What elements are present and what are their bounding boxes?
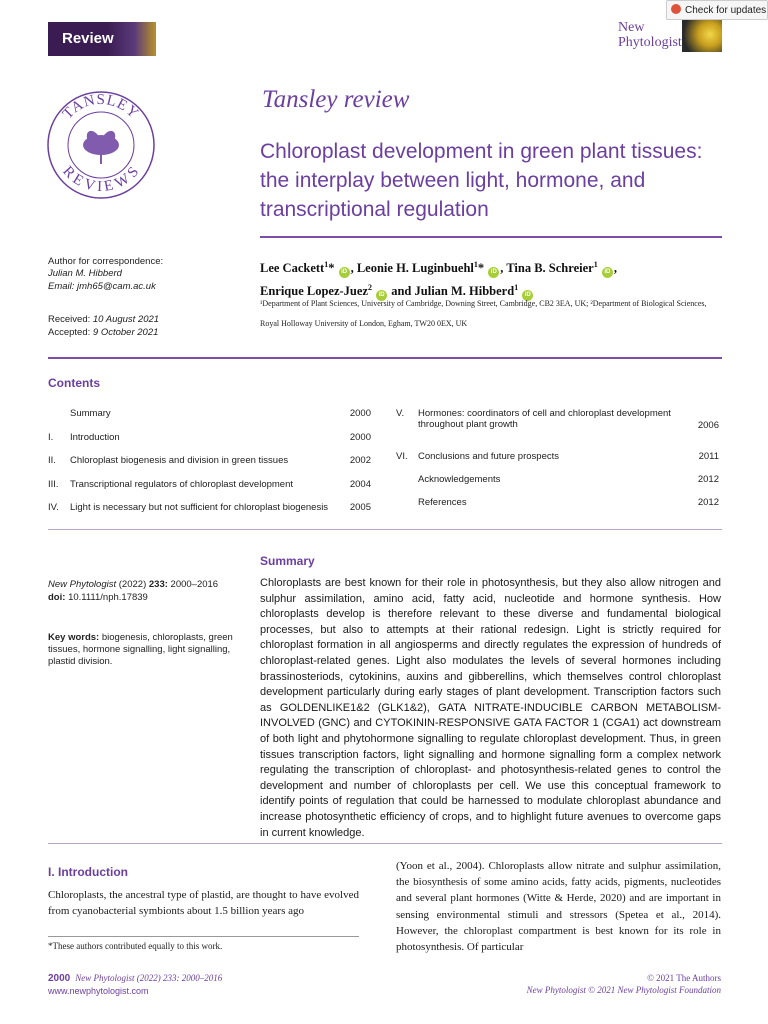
author-affiliation-mark: 2	[367, 283, 372, 293]
contents-heading: Contents	[48, 376, 100, 390]
introduction-heading: I. Introduction	[48, 865, 128, 879]
footer-right	[480, 972, 721, 996]
toc-item-label: Introduction	[70, 431, 120, 443]
author-affiliation-mark: 1	[514, 283, 519, 293]
received-date: Received: 10 August 2021	[48, 314, 160, 325]
footer-left	[48, 972, 222, 997]
author-affiliation-mark: 1	[593, 260, 598, 269]
journal-name-line1: New	[618, 20, 645, 35]
journal-name-line2: Phytologist	[618, 35, 682, 50]
toc-item-number: II.	[48, 455, 56, 467]
toc-item-label: Summary	[70, 408, 111, 419]
footer-copyright-authors: © 2021 The Authors	[647, 973, 721, 983]
keywords: Key words: biogenesis, chloroplasts, green tissues, hormone signalling, light signalling, plastid division.	[48, 632, 233, 667]
update-icon	[671, 4, 681, 14]
orcid-icon[interactable]: iD	[339, 267, 350, 278]
introduction-column-2: (Yoon et al., 2004). Chloroplasts allow nitrate and sulphur assimilation, the biosynthesis of some amino acids, fatty acids, pigments, nucleotides and several plant hormones (Witte & Herde, 2020) and are important in sensing environmental stimuli and stressors (Spetea et al., 2014). However, the chloroplast compartment is best known for its role in photosynthesis. Of particular	[396, 860, 721, 954]
toc-item-number: III.	[48, 478, 59, 490]
toc-item-page: 2005	[349, 502, 371, 514]
toc-item[interactable]	[48, 479, 371, 503]
correspondence-label: Author for correspondence:	[48, 256, 164, 267]
toc-item[interactable]	[396, 474, 719, 497]
summary-divider	[48, 843, 722, 844]
header-divider	[48, 357, 722, 359]
toc-item-label: References	[418, 496, 467, 508]
toc-item-label: Conclusions and future prospects	[418, 450, 559, 462]
footer-journal-ref: New Phytologist (2022) 233: 2000–2016	[75, 973, 223, 983]
author-name: Julian M. Hibberd	[414, 284, 515, 299]
article-title: Chloroplast development in green plant tissues: the interplay between light, hormone, and transcriptional regulation	[260, 140, 703, 221]
toc-item-page: 2000	[349, 408, 371, 419]
journal-logo	[612, 20, 722, 54]
author-separator: ,	[500, 261, 507, 276]
author-separator: and	[388, 284, 415, 299]
toc-item-label: Light is necessary but not sufficient for chloroplast biogenesis	[70, 502, 329, 514]
check-for-updates-button[interactable]	[666, 0, 768, 20]
author-name: Tina B. Schreier	[506, 261, 594, 276]
toc-item-page: 2011	[698, 450, 719, 462]
introduction-column-1: Chloroplasts, the ancestral type of plastid, are thought to have evolved from cyanobacterial symbionts about 1.5 billion years ago	[48, 889, 359, 917]
toc-item-page: 2002	[349, 455, 371, 467]
toc-item-label: Acknowledgements	[418, 473, 501, 485]
toc-item-number: IV.	[48, 502, 59, 514]
footer-copyright-foundation: New Phytologist © 2021 New Phytologist Foundation	[526, 985, 721, 995]
summary-text: Chloroplasts are best known for their role in photosynthesis, but they also allow nitrogen and sulphur assimilation, amino acid, fatty acid, nucleotide and hormone synthesis. How chloroplasts develop is therefore relevant to these diverse and fundamental biological processes, but also to attempts at their rational redesign. Light is strictly required for chloroplast formation in all angiosperms and directly regulates the expression of hundreds of chloroplast-related genes. Light also modulates the levels of several hormones including brassinosteriods, cytokinins, auxins and gibberellins, which themselves control chloroplast development particularly during early stages of plant development. Transcription factors such as GOLDENLIKE1&2 (GLK1&2), GATA NITRATE-INDUCIBLE CARBON METABOLISM-INVOLVED (GNC) and CYTOKININ-RESPONSIVE GATA FACTOR 1 (CGA1) act downstream of both light and phytohormone signalling to regulate chloroplast development. Thus, in green tissues transcription factors, light signalling and hormone signalling form a complex network regulating the transcription of chloroplast- and photosynthesis-related genes to control the development and number of chloroplasts per cell. We use this conceptual framework to identify points of regulation that could be harnessed to modulate chloroplast abundance and increase photosynthetic efficiency of crops, and to highlight future avenues to overcome gaps in current knowledge.	[260, 577, 721, 839]
orcid-icon[interactable]: iD	[376, 290, 387, 301]
equal-contribution-mark: *	[477, 261, 485, 276]
toc-item[interactable]	[48, 432, 371, 456]
toc-item-number: V.	[396, 408, 405, 419]
author-name: Enrique Lopez-Juez	[260, 284, 368, 299]
toc-item-label: Chloroplast biogenesis and division in green tissues	[70, 455, 289, 467]
orcid-icon[interactable]: iD	[522, 290, 533, 301]
contents-divider	[48, 529, 722, 530]
toc-item-page: 2004	[349, 478, 371, 490]
series-title: Tansley review	[262, 86, 410, 113]
correspondence-name: Julian M. Hibberd	[48, 268, 122, 279]
toc-item-page: 2012	[697, 496, 719, 508]
svg-text:TANSLEY	[60, 92, 142, 122]
page-number: 2000	[48, 973, 71, 984]
sun-logo-icon	[682, 20, 722, 52]
svg-text:REVIEWS	[59, 163, 143, 195]
toc-item-page: 2012	[697, 473, 719, 485]
summary-heading: Summary	[260, 554, 315, 568]
correspondence-email[interactable]: Email: jmh65@cam.ac.uk	[48, 281, 156, 292]
toc-item-label: Transcriptional regulators of chloroplast development	[70, 478, 294, 490]
footnote: *These authors contributed equally to this work.	[48, 941, 223, 951]
author-name: Lee Cackett	[260, 261, 325, 276]
toc-item[interactable]	[48, 455, 371, 479]
tansley-reviews-seal	[46, 90, 156, 200]
citation: New Phytologist (2022) 233: 2000–2016 doi: 10.1111/nph.17839	[48, 579, 219, 603]
orcid-icon[interactable]: iD	[602, 267, 613, 278]
toc-item[interactable]	[396, 408, 719, 452]
equal-contribution-mark: *	[328, 261, 335, 276]
toc-item[interactable]	[396, 497, 719, 520]
toc-item-page: 2000	[349, 431, 371, 443]
author-affiliation-mark: 1	[324, 260, 329, 269]
seal-top-text: TANSLEY	[59, 91, 142, 123]
toc-item-number: VI.	[396, 450, 408, 462]
doi-link[interactable]: 10.1111/nph.17839	[68, 592, 148, 603]
author-separator: ,	[613, 261, 617, 276]
author-separator: ,	[350, 261, 357, 276]
toc-item[interactable]	[48, 502, 371, 526]
accepted-date: Accepted: 9 October 2021	[48, 327, 159, 338]
toc-item-page: 2006	[697, 420, 719, 431]
toc-item[interactable]	[396, 451, 719, 474]
seal-bottom-text: REVIEWS	[59, 163, 143, 195]
author-name: Leonie H. Luginbuehl	[356, 261, 474, 276]
footer-website-link[interactable]: www.newphytologist.com	[48, 986, 149, 996]
footnote-divider	[48, 936, 359, 937]
affiliations: ¹Department of Plant Sciences, University of Cambridge, Downing Street, Cambridge, CB2 3EA, UK; ²Department of Biological Sciences, Royal Holloway University of London, Egham, TW20 0EX, UK	[260, 299, 707, 328]
title-divider	[260, 236, 722, 238]
orcid-icon[interactable]: iD	[488, 267, 499, 278]
toc-item-label: Hormones: coordinators of cell and chloroplast development throughout plant growth	[418, 408, 671, 430]
author-affiliation-mark: 1	[473, 260, 478, 269]
check-updates-label: Check for updates	[685, 5, 767, 16]
toc-item[interactable]	[48, 408, 371, 432]
toc-item-number: I.	[48, 431, 54, 443]
review-label: Review	[48, 22, 156, 56]
